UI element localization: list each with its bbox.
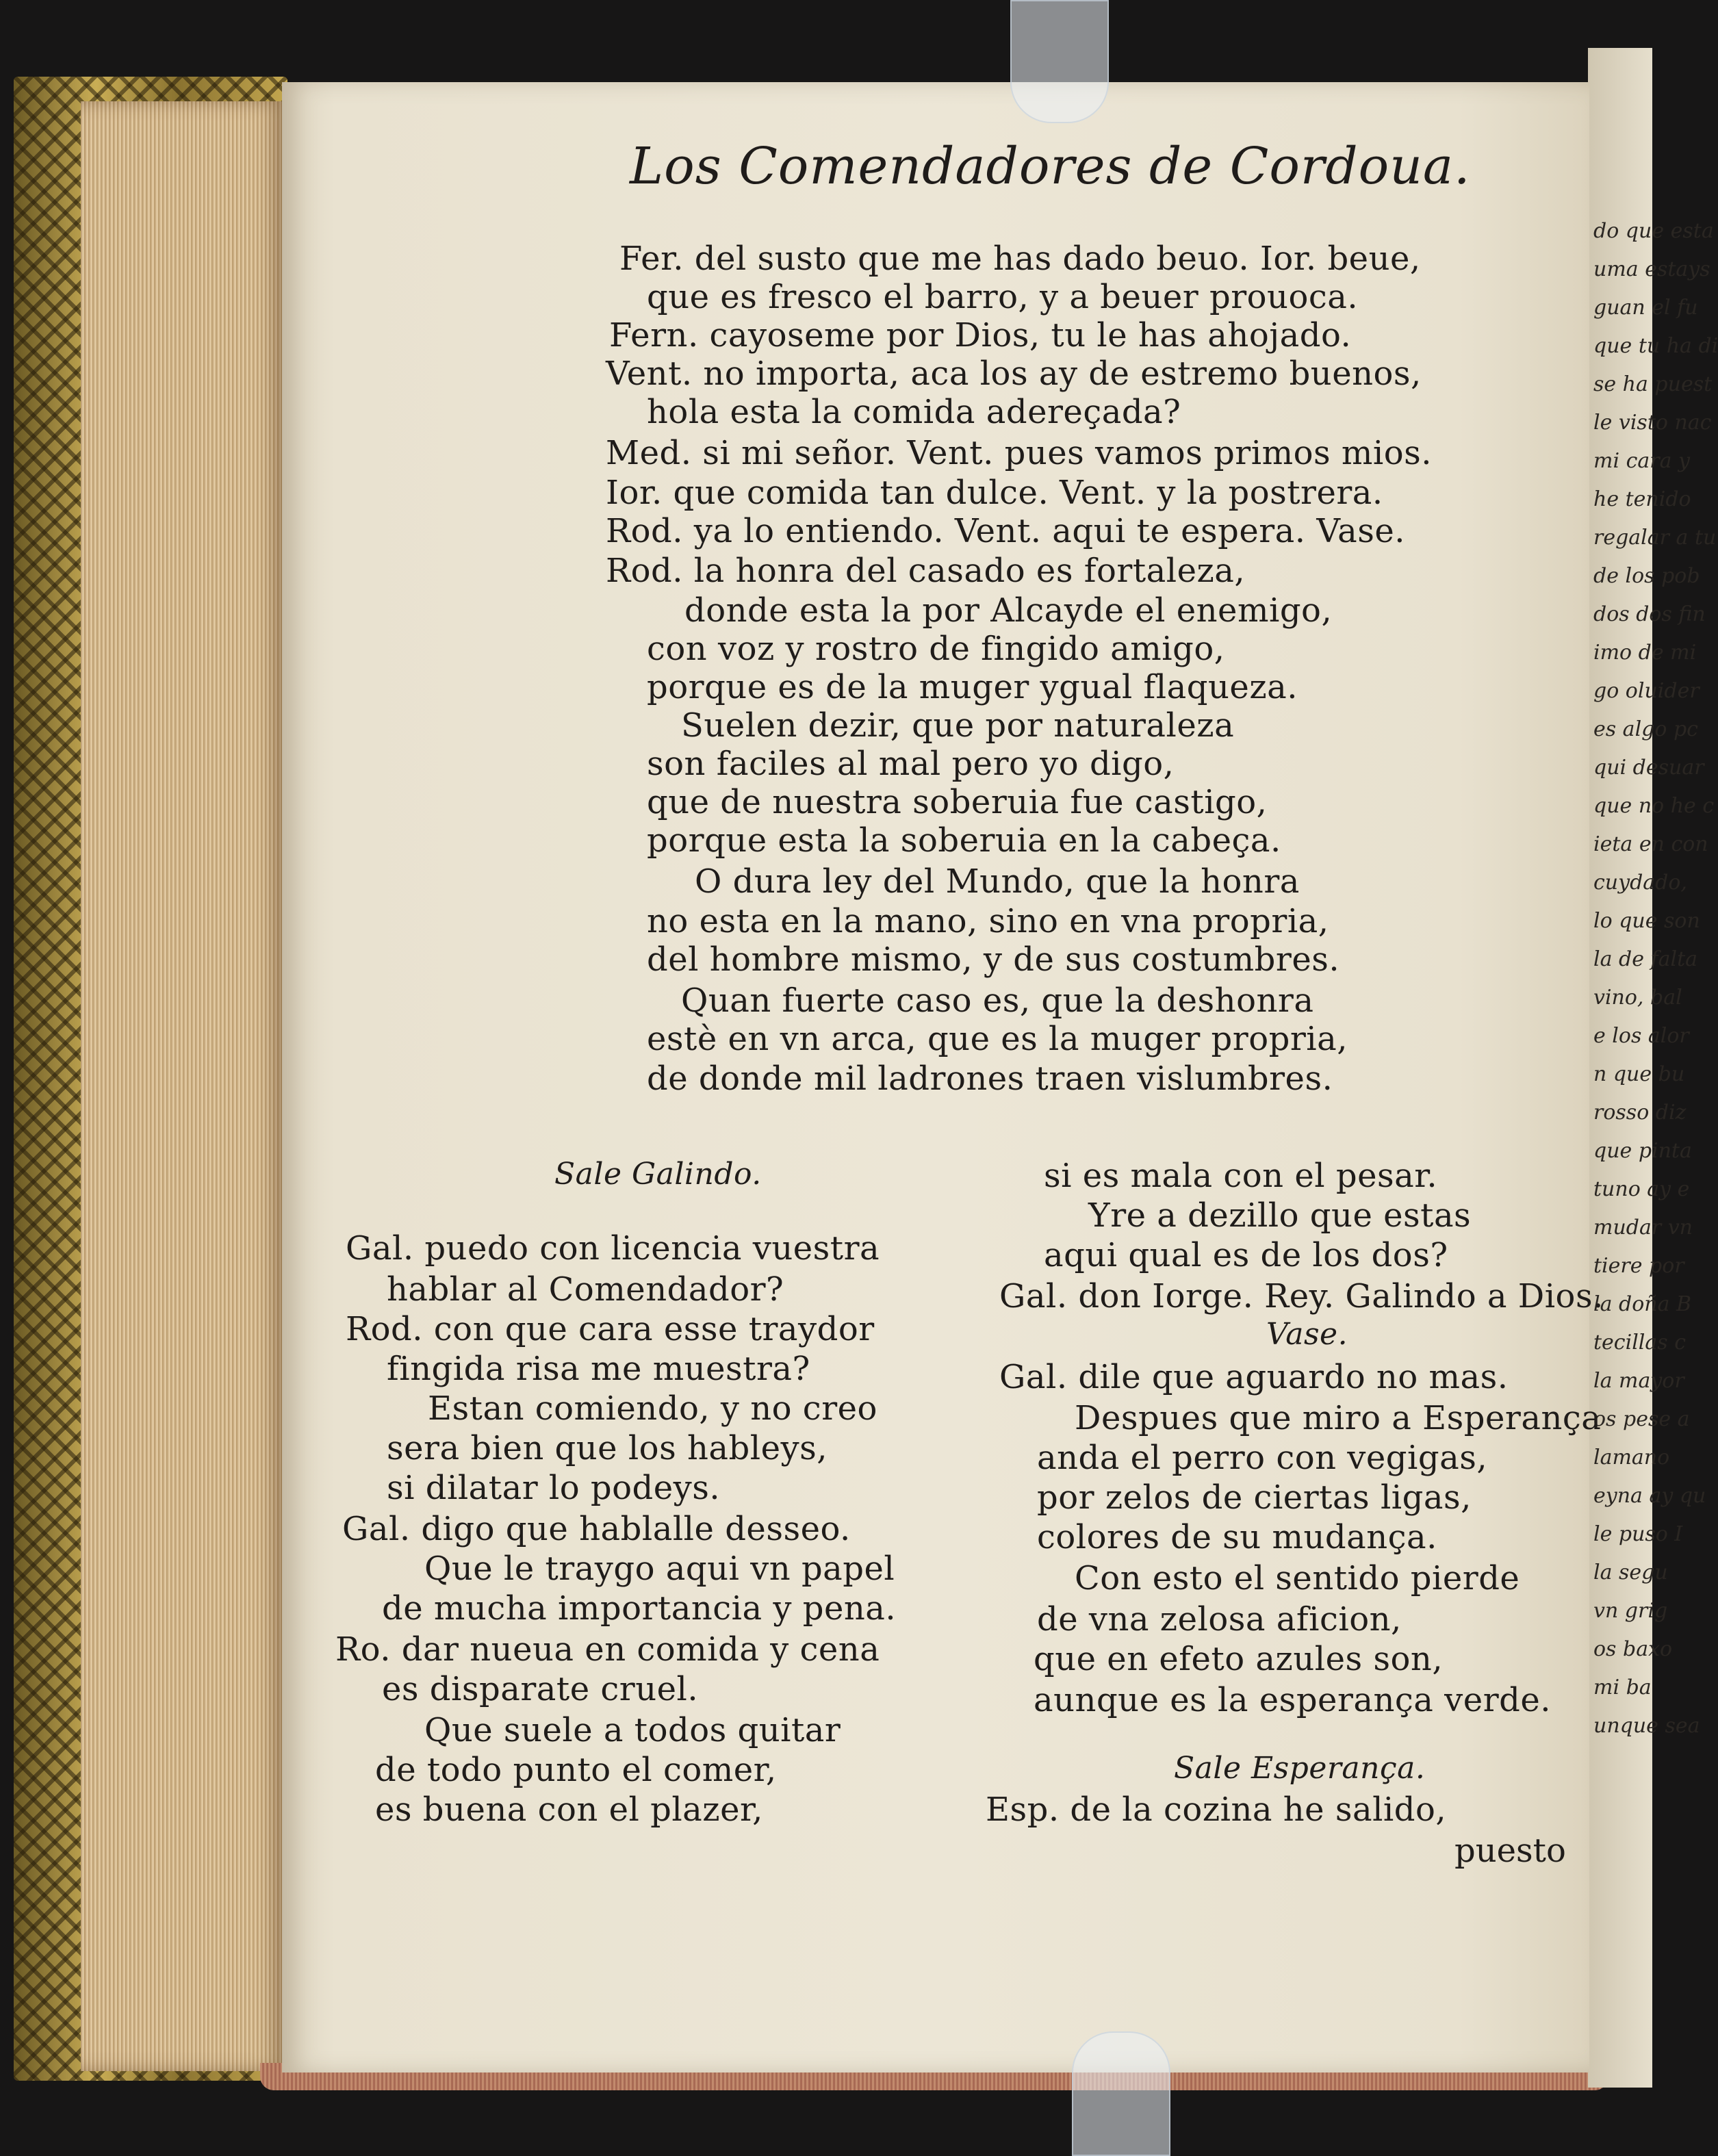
facing-page-fragment: go oluider — [1593, 679, 1700, 703]
facing-page-fragment: vn grig — [1593, 1599, 1668, 1623]
verse-line: es buena con el plazer, — [375, 1791, 763, 1829]
catchword: puesto — [1454, 1832, 1566, 1870]
facing-page-fragment: rosso diz — [1593, 1101, 1687, 1125]
facing-page-fragment: la de falta — [1593, 947, 1698, 971]
facing-page-fragment: e los alor — [1593, 1024, 1689, 1048]
facing-page-fragment: n que bu — [1593, 1062, 1685, 1086]
facing-page-fragment: de los pob — [1593, 564, 1700, 588]
stage-direction: Vase. — [1266, 1317, 1348, 1352]
verse-line: aunque es la esperança verde. — [1034, 1681, 1552, 1719]
verse-line: fingida risa me muestra? — [387, 1350, 810, 1388]
facing-page-fragment: tecillas c — [1593, 1331, 1687, 1355]
page-clip-bottom — [1072, 2031, 1170, 2156]
verse-line: colores de su mudança. — [1037, 1518, 1437, 1556]
verse-line: Ro. dar nueua en comida y cena — [335, 1630, 880, 1669]
facing-page-fragment: do que esta — [1593, 219, 1714, 243]
stage-direction: Sale Esperança. — [1174, 1751, 1426, 1786]
verse-line: Fer. del susto que me has dado beuo. Ior. beue, — [619, 240, 1421, 278]
verse-line: Gal. don Iorge. Rey. Galindo a Dios. — [999, 1277, 1604, 1316]
verse-line: Suelen dezir, que por naturaleza — [681, 706, 1235, 745]
facing-page-edge — [1588, 48, 1718, 2088]
facing-page-fragment: lamano — [1593, 1446, 1670, 1470]
verse-line: es disparate cruel. — [382, 1670, 699, 1708]
verse-line: si dilatar lo podeys. — [387, 1469, 721, 1507]
facing-page-fragment: que pinta — [1593, 1139, 1692, 1163]
verse-line: que en efeto azules son, — [1034, 1640, 1444, 1678]
verse-line: Que le traygo aqui vn papel — [424, 1550, 895, 1588]
facing-page-fragment: imo de mi — [1593, 641, 1697, 665]
facing-page-fragment: tiere por — [1593, 1254, 1684, 1278]
verse-line: que de nuestra soberuia fue castigo, — [647, 783, 1268, 821]
facing-page-fragment: tuno ay e — [1593, 1177, 1690, 1201]
verse-line: aqui qual es de los dos? — [1044, 1236, 1448, 1274]
verse-line: Yre a dezillo que estas — [1088, 1196, 1472, 1235]
facing-page-fragment: que no he c — [1593, 794, 1715, 818]
facing-page-fragment: dos dos fin — [1593, 602, 1706, 626]
facing-page-fragment: la mayor — [1593, 1369, 1684, 1393]
verse-line: Rod. con que cara esse traydor — [346, 1310, 875, 1348]
verse-line: de vna zelosa aficion, — [1037, 1600, 1402, 1639]
facing-page-fragment: mi cara y — [1593, 449, 1690, 473]
facing-page-fragment: mi ba — [1593, 1676, 1652, 1699]
verse-line: Quan fuerte caso es, que la deshonra — [681, 981, 1314, 1020]
facing-page-fragment: unque sea — [1593, 1714, 1700, 1738]
facing-page-fragment: vino, bal — [1593, 986, 1682, 1010]
verse-line: donde esta la por Alcayde el enemigo, — [684, 591, 1333, 630]
verse-line: hola esta la comida adereçada? — [647, 393, 1181, 431]
verse-line: sera bien que los hableys, — [387, 1429, 828, 1467]
verse-line: no esta en la mano, sino en vna propria, — [647, 902, 1329, 940]
verse-line: hablar al Comendador? — [387, 1270, 784, 1309]
verse-line: Esp. de la cozina he salido, — [986, 1791, 1447, 1829]
verse-line: del hombre mismo, y de sus costumbres. — [647, 940, 1340, 979]
verse-line: Estan comiendo, y no creo — [428, 1389, 877, 1428]
facing-page-fragment: que tu ha di — [1593, 334, 1718, 358]
verse-line: por zelos de ciertas ligas, — [1037, 1478, 1472, 1517]
verse-line: que es fresco el barro, y a beuer prouoca. — [647, 278, 1359, 316]
facing-page-fragment: mudar vn — [1593, 1216, 1693, 1240]
verse-line: anda el perro con vegigas, — [1037, 1439, 1488, 1477]
stage-direction: Sale Galindo. — [554, 1157, 762, 1192]
facing-page-fragment: os pese a — [1593, 1407, 1690, 1431]
verse-line: son faciles al mal pero yo digo, — [647, 745, 1175, 783]
verse-line: Med. si mi señor. Vent. pues vamos primos mios. — [606, 434, 1433, 472]
verse-line: de mucha importancia y pena. — [382, 1589, 897, 1628]
verse-line: Despues que miro a Esperança — [1075, 1399, 1602, 1437]
verse-line: Rod. la honra del casado es fortaleza, — [606, 552, 1246, 590]
facing-page-fragment: la segu — [1593, 1561, 1668, 1584]
verse-line: porque es de la muger ygual flaqueza. — [647, 668, 1298, 706]
facing-page-fragment: uma estays — [1593, 257, 1710, 281]
facing-page-fragment: regalar a tu — [1593, 526, 1717, 550]
verse-line: Gal. digo que hablalle desseo. — [342, 1510, 851, 1548]
verse-line: de todo punto el comer, — [375, 1751, 777, 1789]
verse-line: Gal. puedo con licencia vuestra — [346, 1229, 880, 1268]
facing-page-fragment: he tenido — [1593, 487, 1691, 511]
page-clip-top — [1010, 0, 1109, 123]
verse-line: Fern. cayoseme por Dios, tu le has ahojado. — [609, 316, 1352, 355]
running-title: Los Comendadores de Cordoua. — [630, 137, 1471, 196]
facing-page-fragment: le visto nac — [1593, 411, 1712, 435]
verse-line: Vent. no importa, aca los ay de estremo buenos, — [606, 355, 1422, 393]
facing-page-fragment: os baxo — [1593, 1637, 1673, 1661]
verse-line: Que suele a todos quitar — [424, 1711, 841, 1749]
page-edges — [81, 101, 286, 2071]
facing-page-fragment: la doña B — [1593, 1292, 1692, 1316]
facing-page-fragment: eyna ay qu — [1593, 1484, 1706, 1508]
facing-page-fragment: es algo pc — [1593, 717, 1698, 741]
facing-page-fragment: le puso I — [1593, 1522, 1683, 1546]
verse-line: Ior. que comida tan dulce. Vent. y la postrera. — [606, 474, 1383, 512]
facing-page-fragment: qui desuar — [1593, 756, 1704, 780]
facing-page-fragment: se ha puest — [1593, 372, 1713, 396]
verse-line: Con esto el sentido pierde — [1075, 1559, 1520, 1597]
verse-line: estè en vn arca, que es la muger propria, — [647, 1020, 1348, 1058]
facing-page-fragment: lo que son — [1593, 909, 1700, 933]
facing-page-fragment: guan el fu — [1593, 296, 1698, 320]
verse-line: Rod. ya lo entiendo. Vent. aqui te espera. Vase. — [606, 512, 1405, 550]
verse-line: si es mala con el pesar. — [1044, 1157, 1438, 1195]
verse-line: de donde mil ladrones traen vislumbres. — [647, 1060, 1333, 1098]
verse-line: con voz y rostro de fingido amigo, — [647, 630, 1225, 668]
verse-line: Gal. dile que aguardo no mas. — [999, 1358, 1509, 1396]
verse-line: O dura ley del Mundo, que la honra — [695, 862, 1300, 901]
verse-line: porque esta la soberuia en la cabeça. — [647, 821, 1281, 860]
facing-page-fragment: cuydado, — [1593, 871, 1687, 895]
facing-page-fragment: ieta en con — [1593, 832, 1708, 856]
